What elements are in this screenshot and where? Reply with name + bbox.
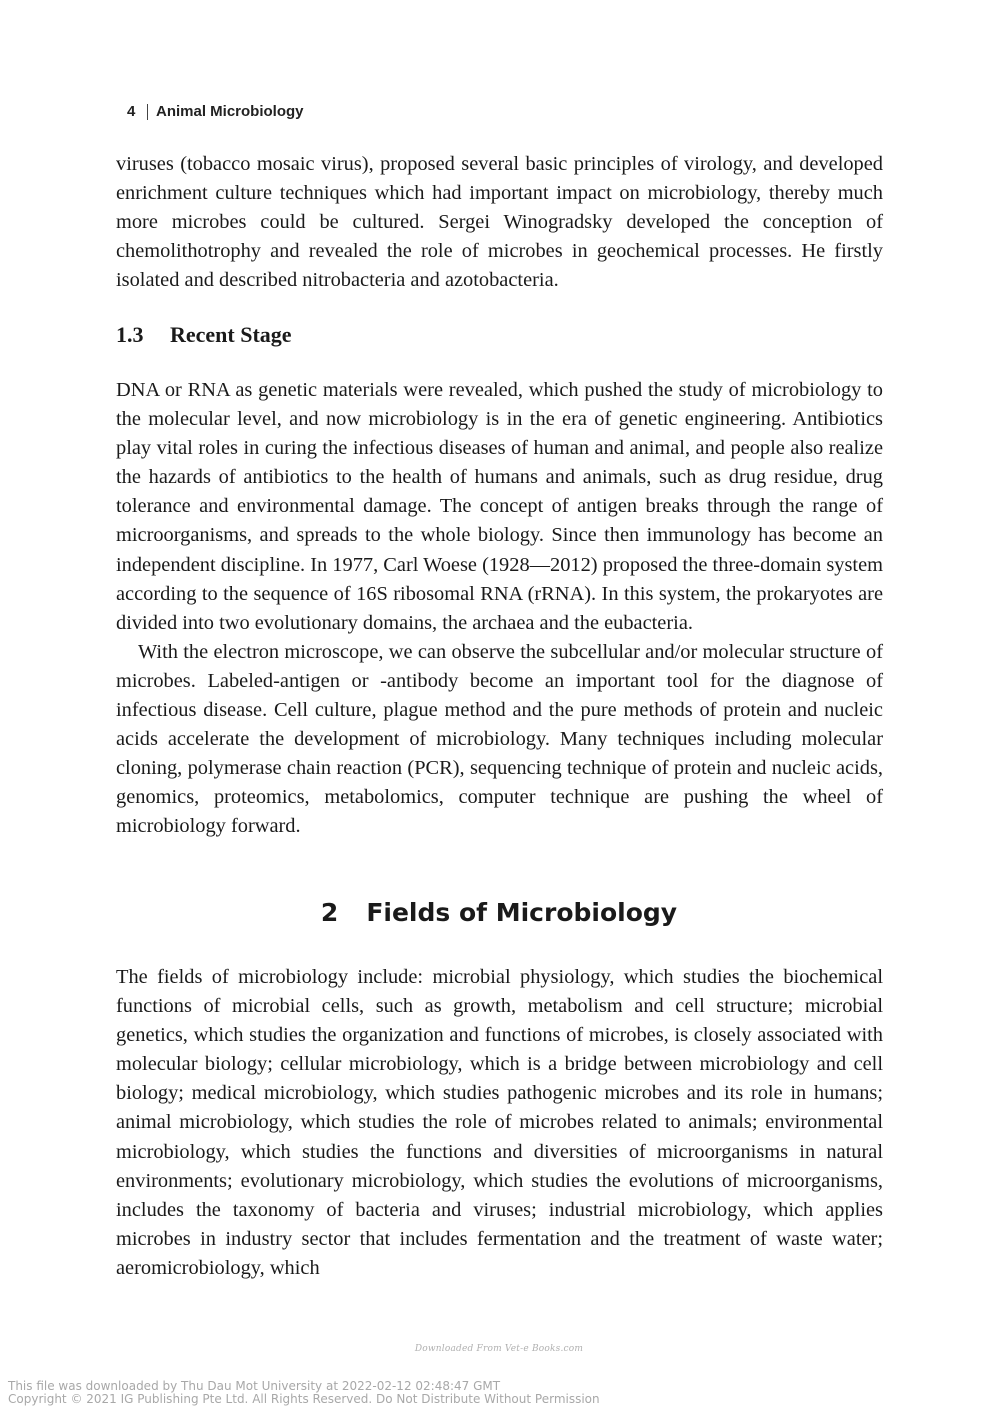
page-footer [8,1380,600,1406]
section-1-3-number: 1.3 [116,322,144,347]
section-1-3-heading [116,322,292,348]
section-1-3-body [116,376,883,842]
section-2-body [116,963,883,1283]
download-watermark: Downloaded From Vet-e Books.com [414,1344,584,1354]
running-head-divider [147,104,148,120]
section-2-number: 2 [320,898,339,927]
section-1-3-paragraph-2: With the electron microscope, we can observe the subcellular and/or molecular structure of microbes. Labeled-antigen or -antibody become an important tool for the diagnose of infectious disease. Cell culture, plague method and the pure methods of protein and nucleic acids accelerate the development of microbiology. Many techniques including molecular cloning, polymerase chain reaction (PCR), sequencing technique of protein and nucleic acids, genomics, proteomics, metabolomics, computer technique are pushing the wheel of microbiology forward. [116,640,883,838]
section-1-3-title: Recent Stage [170,322,292,347]
section-1-3-paragraph-1: DNA or RNA as genetic materials were revealed, which pushed the study of microbiology to the molecular level, and now microbiology is in the era of genetic engineering. Antibiotics play vital roles in curing the infectious diseases of human and animal, and people also realize the hazards of antibiotics to the health of humans and animals, such as drug residue, drug tolerance and environmental damage. The concept of antigen breaks through the range of microorganisms, and spreads to the whole biology. Since then immunology has become an independent discipline. In 1977, Carl Woese (1928—2012) proposed the three-domain system according to the sequence of 16S ribosomal RNA (rRNA). In this system, the prokaryotes are divided into two evolutionary domains, the archaea and the eubacteria. [116,379,883,634]
footer-copyright: Copyright © 2021 IG Publishing Pte Ltd. All Rights Reserved. Do Not Distribute Without Permission [8,1392,600,1406]
intro-paragraph: viruses (tobacco mosaic virus), proposed several basic principles of virology, and developed enrichment culture techniques which had important impact on microbiology, thereby much more microbes could be cultured. Sergei Winogradsky developed the conception of chemolithotrophy and revealed the role of microbes in geochemical processes. He firstly isolated and described nitrobacteria and azotobacteria. [116,153,883,292]
book-title: Animal Microbiology [156,103,304,120]
section-2-heading [0,898,998,927]
section-2-paragraph-1: The fields of microbiology include: microbial physiology, which studies the biochemical functions of microbial cells, such as growth, metabolism and cell structure; microbial genetics, which studies the organization and functions of microbes, is closely associated with molecular biology; cellular microbiology, which is a bridge between microbiology and cell biology; medical microbiology, which studies pathogenic microbes and its role in humans; animal microbiology, which studies the role of microbes related to animals; environmental microbiology, which studies the functions and diversities of microorganisms in natural environments; evolutionary microbiology, which studies the evolutions of microorganisms, includes the taxonomy of bacteria and viruses; industrial microbiology, which applies microbes in industry sector that includes fermentation and the treatment of waste water; aeromicrobiology, which [116,966,883,1279]
page-number: 4 [127,103,136,120]
section-2-title: Fields of Microbiology [366,898,678,927]
intro-block [116,150,883,295]
footer-download-notice: This file was downloaded by Thu Dau Mot University at 2022-02-12 02:48:47 GMT [8,1379,501,1393]
running-head [127,103,304,120]
